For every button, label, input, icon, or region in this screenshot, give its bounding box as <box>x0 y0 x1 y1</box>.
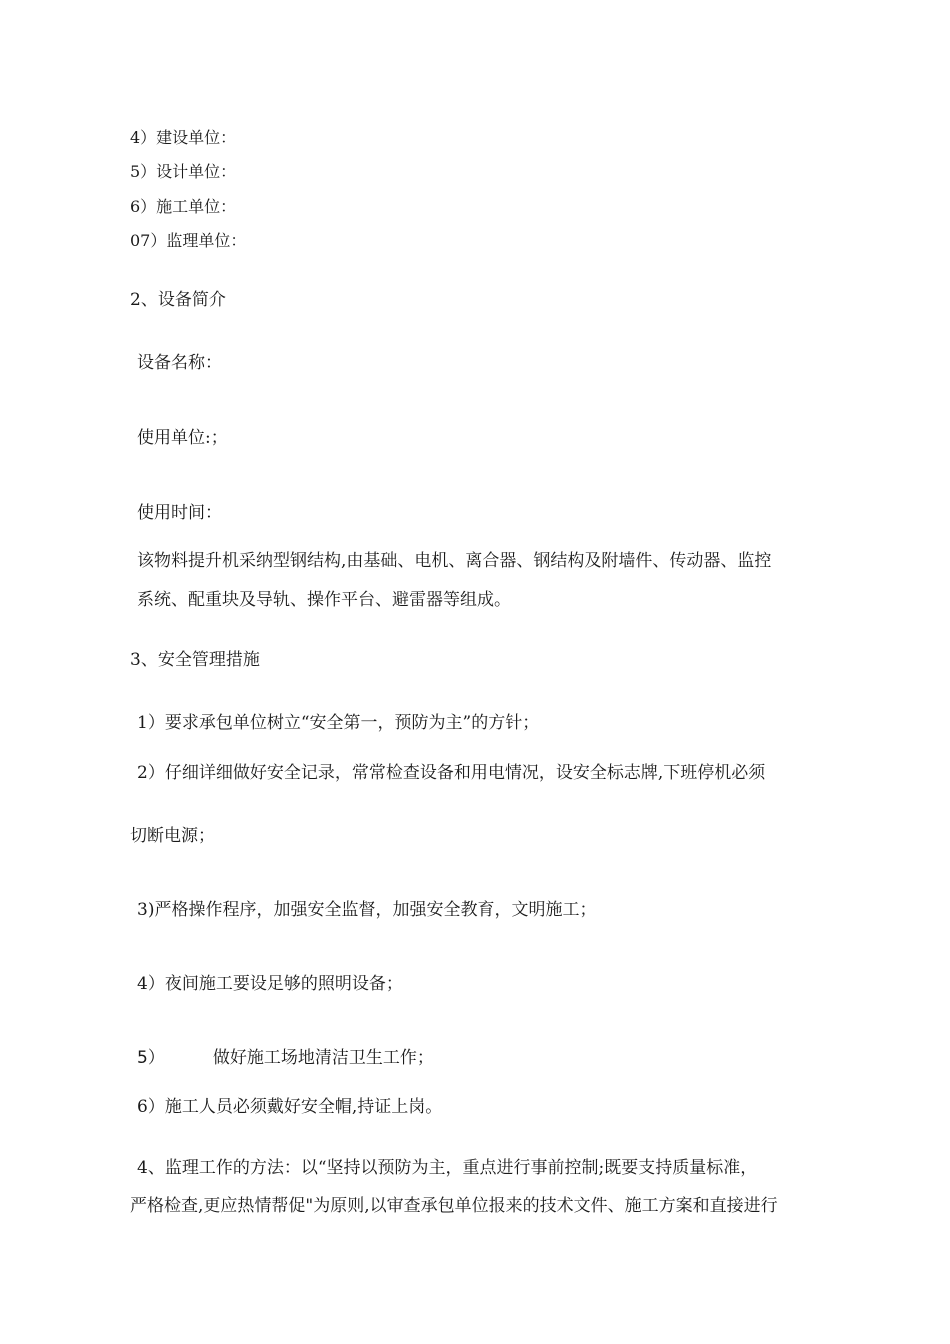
device-description-line1: 该物料提升机采纳型钢结构,由基础、电机、离合器、钢结构及附墙件、传动器、监控 <box>137 551 772 571</box>
unit-design: 5）设计单位： <box>130 162 237 181</box>
section4-line2: 严格检查,更应热情帮促"为原则,以审查承包单位报来的技术文件、施工方案和直接进行 <box>130 1196 778 1216</box>
unit-supervisor: 07）监理单位： <box>130 231 247 250</box>
unit-builder: 6）施工单位： <box>130 197 237 216</box>
measure-item-4: 4）夜间施工要设足够的照明设备； <box>137 974 403 994</box>
unit-construction: 4）建设单位： <box>130 128 237 147</box>
measure-item-5 <box>137 1047 434 1069</box>
section3-heading: 3、安全管理措施 <box>130 650 260 670</box>
measure-item-2-line2: 切断电源； <box>130 826 215 846</box>
measure-item-3: 3)严格操作程序，加强安全监督，加强安全教育，文明施工； <box>137 900 597 920</box>
section2-heading: 2、设备简介 <box>130 290 226 310</box>
measure-item-5-text: 做好施工场地清洁卫生工作； <box>212 1048 434 1068</box>
measure-item-2-line1: 2）仔细详细做好安全记录，常常检查设备和用电情况，设安全标志牌,下班停机必须 <box>137 763 766 783</box>
use-time-label: 使用时间： <box>137 503 222 523</box>
measure-item-1: 1）要求承包单位树立“安全第一，预防为主”的方针； <box>137 713 540 733</box>
use-unit-label: 使用单位:； <box>137 428 228 448</box>
device-name-label: 设备名称： <box>137 353 222 373</box>
measure-item-6: 6）施工人员必须戴好安全帽,持证上岗。 <box>137 1097 443 1117</box>
device-description-line2: 系统、配重块及导轨、操作平台、避雷器等组成。 <box>137 590 511 610</box>
section4-line1: 4、监理工作的方法：以“坚持以预防为主，重点进行事前控制;既要支持质量标准， <box>137 1158 758 1178</box>
measure-item-5-number: 5） <box>137 1048 165 1068</box>
